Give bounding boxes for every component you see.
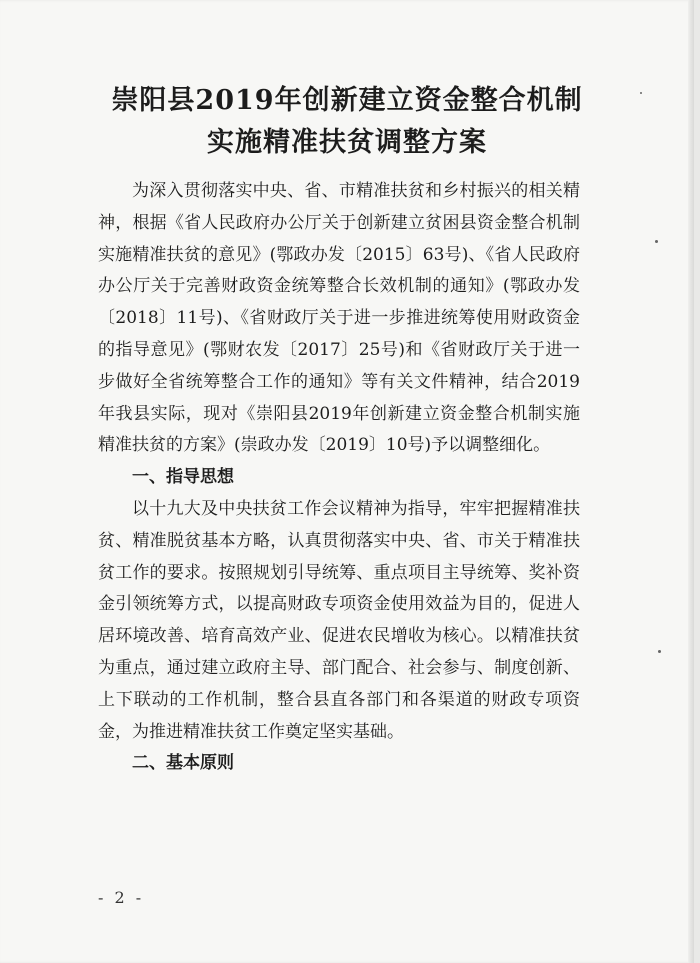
title-line-1: 崇阳县2019年创新建立资金整合机制 (111, 85, 583, 116)
title-line-2: 实施精准扶贫调整方案 (207, 127, 487, 158)
page-edge-shadow (688, 0, 694, 963)
document-body (98, 176, 580, 780)
paragraph-intro: 为深入贯彻落实中央、省、市精准扶贫和乡村振兴的相关精神，根据《省人民政府办公厅关于创新建立贫困县资金整合机制实施精准扶贫的意见》(鄂政办发〔2015〕63号)、《省人民政府办公厅关于完善财政资金统筹整合长效机制的通知》(鄂政办发〔2018〕11号)、《省财政厅关于进一步推进统筹使用财政资金的指导意见》(鄂财农发〔2017〕25号)和《省财政厅关于进一步做好全省统筹整合工作的通知》等有关文件精神，结合2019年我县实际，现对《崇阳县2019年创新建立资金整合机制实施精准扶贫的方案》(崇政办发〔2019〕10号)予以调整细化。 (98, 181, 580, 456)
section-heading-guiding-ideology: 一、指导思想 (132, 467, 234, 488)
paragraph-guiding-ideology: 以十九大及中央扶贫工作会议精神为指导，牢牢把握精准扶贫、精准脱贫基本方略，认真贯彻落实中央、省、市关于精准扶贫工作的要求。按照规划引导统筹、重点项目主导统筹、奖补资金引领统筹方式，以提高财政专项资金使用效益为目的，促进人居环境改善、培育高效产业、促进农民增收为核心。以精准扶贫为重点，通过建立政府主导、部门配合、社会参与、制度创新、上下联动的工作机制，整合县直各部门和各渠道的财政专项资金，为推进精准扶贫工作奠定坚实基础。 (98, 498, 580, 742)
scan-speck (655, 240, 658, 243)
section-heading-basic-principles: 二、基本原则 (132, 753, 234, 774)
document-title (0, 80, 694, 164)
scan-speck (658, 650, 661, 653)
page-number: - 2 - (98, 888, 145, 907)
scan-speck (640, 92, 642, 94)
